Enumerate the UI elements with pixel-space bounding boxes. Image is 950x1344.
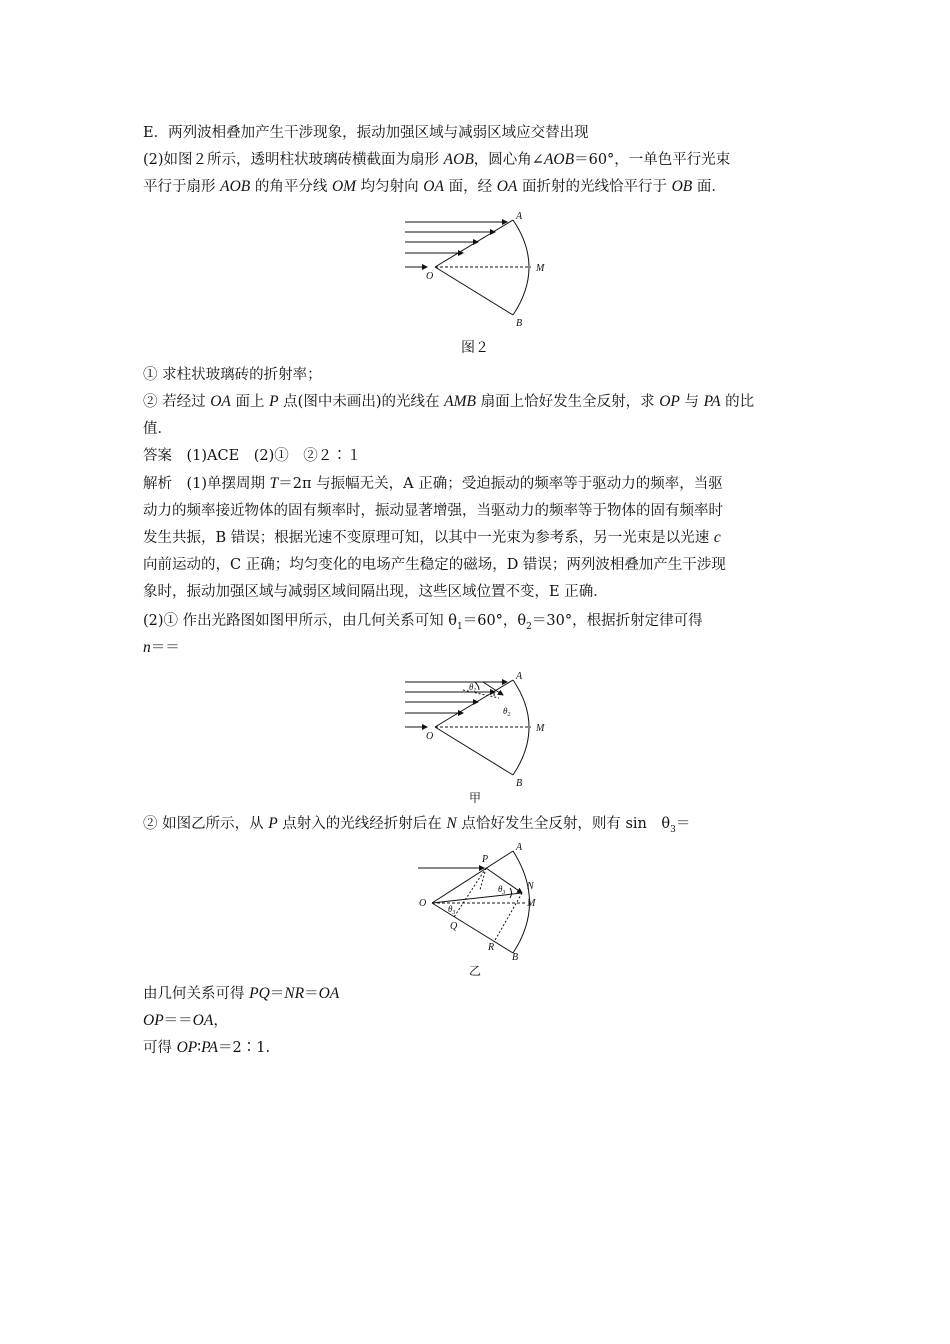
edge-ob (435, 267, 513, 315)
line-pq (454, 868, 486, 917)
geometry-line-1: 由几何关系可得 PQ＝NR＝OA (143, 985, 340, 1002)
geometry-line-3: 可得 OP∶PA＝2∶1. (143, 1039, 271, 1056)
label-b: B (516, 318, 523, 329)
label-q: Q (450, 921, 458, 932)
label-o: O (426, 731, 434, 742)
analysis-line-1: 解析 (1)单摆周期 T＝2π 与振幅无关，A 正确；受迫振动的频率等于驱动力的频率，当驱 (143, 475, 723, 492)
label-m: M (536, 263, 545, 274)
figure-2-caption: 图２ (461, 340, 489, 356)
analysis-line-4: 向前运动的，C 正确；均匀变化的电场产生稳定的磁场，D 错误；两列波相叠加产生干涉现 (143, 557, 726, 573)
refracted-ray (483, 682, 503, 695)
label-b: B (516, 778, 523, 789)
figure-2-diagram (395, 208, 560, 330)
geometry-line-2: OP＝＝OA， (143, 1012, 228, 1029)
label-a: A (516, 671, 523, 682)
label-o: O (426, 271, 434, 282)
angle-arc-3 (510, 888, 512, 898)
label-m: M (536, 723, 545, 734)
label-theta-3b: $\theta_3$ (448, 904, 456, 916)
question-1: ① 求柱状玻璃砖的折射率； (143, 367, 322, 383)
question-2-line-2: 值． (143, 421, 172, 437)
problem-2-line-1: (2)如图２所示，透明柱状玻璃砖横截面为扇形 AOB，圆心角∠AOB＝60°，一单色平行光束 (143, 151, 731, 168)
line-nr (494, 893, 522, 942)
analysis-line-3: 发生共振，B 错误；根据光速不变原理可知，以其中一光束为参考系，另一光束是以光速 c (143, 529, 721, 546)
answer-line: 答案 (1)ACE (2)① ②２∶１ (143, 448, 362, 464)
figure-yi-diagram (410, 842, 550, 964)
label-theta-2: $\theta_2$ (503, 706, 511, 718)
analysis-line-2: 动力的频率接近物体的固有频率时，振动显著增强，当驱动力的频率等于物体的固有频率时 (143, 503, 723, 519)
label-p: P (482, 854, 489, 865)
label-r: R (488, 942, 495, 953)
label-theta-3a: $\theta_3$ (498, 884, 506, 896)
problem-2-line-2: 平行于扇形 AOB 的角平分线 OM 均匀射向 OA 面，经 OA 面折射的光线恰平行于 OB 面． (143, 178, 726, 195)
label-o: O (419, 898, 427, 909)
label-m: M (527, 898, 536, 909)
analysis-line-5: 象时，振动加强区域与减弱区域间隔出现，这些区域位置不变，E 正确． (143, 584, 608, 600)
label-theta-1: $\theta_1$ (469, 682, 477, 694)
label-n: N (527, 881, 534, 892)
label-a: A (516, 842, 523, 853)
solution-2-1-line-1: (2)① 作出光路图如图甲所示，由几何关系可知 $\theta_1=60^\circ$，$\theta_2=30^\circ$，根据折射定律可得 (143, 613, 703, 632)
option-e-text: E．两列波相叠加产生干涉现象，振动加强区域与减弱区域应交替出现 (143, 125, 589, 141)
solution-2-1-line-2: n＝＝ (143, 639, 180, 656)
label-a: A (516, 211, 523, 222)
edge-oa (435, 220, 513, 267)
figure-jia-caption: 甲 (468, 791, 481, 805)
solution-2-2-line-1: ② 如图乙所示，从 P 点射入的光线经折射后在 N 点恰好发生全反射，则有 sin $\theta_3=$ (143, 815, 691, 835)
figure-jia-diagram (395, 668, 560, 790)
question-2-line-1: ② 若经过 OA 面上 P 点(图中未画出)的光线在 AMB 扇面上恰好发生全反射，求 OP 与 PA 的比 (143, 393, 755, 410)
figure-yi-caption: 乙 (468, 964, 481, 978)
edge-ob (435, 727, 513, 775)
edge-ob (432, 903, 513, 953)
label-b: B (512, 952, 519, 963)
